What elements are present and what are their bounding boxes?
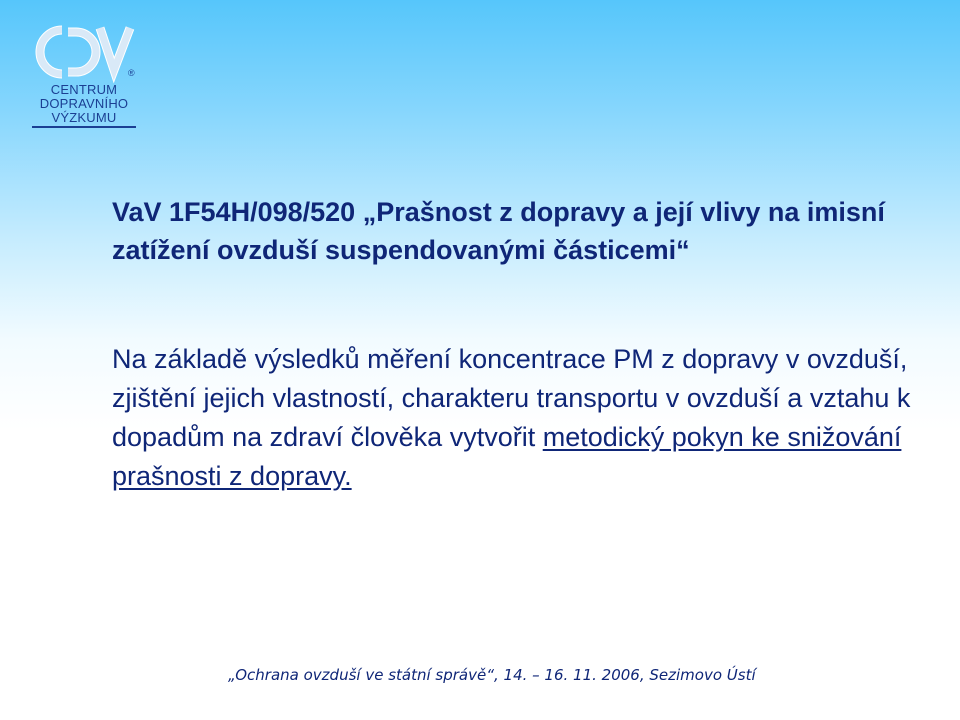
footer-event: „Ochrana ovzduší ve státní správě“, 14. – 16. 11. 2006, Sezimovo Ústí <box>228 666 756 684</box>
logo-text <box>28 83 140 125</box>
cdv-logo <box>28 20 148 130</box>
body-link[interactable]: metodický pokyn ke snižování prašnosti z dopravy. <box>112 422 902 491</box>
logo-line-1: CENTRUM <box>50 82 118 97</box>
logo-line-3: VÝZKUMU <box>51 110 117 125</box>
registered-mark: ® <box>128 68 135 78</box>
title-main: „Prašnost z dopravy a její vlivy na imisní zatížení ovzduší suspendovanými částicemi“ <box>112 197 885 265</box>
slide-title <box>112 193 912 269</box>
body-paragraph <box>112 340 912 496</box>
logo-line-2: DOPRAVNÍHO <box>39 96 129 111</box>
logo-underline <box>32 126 136 128</box>
cdv-logo-mark-icon <box>28 20 148 90</box>
body-text: Na základě výsledků měření koncentrace PM z dopravy v ovzduší, zjištění jejich vlastností, charakteru transportu v ovzduší a vztahu k dopadům na zdraví člověka vytvořit <box>112 344 911 452</box>
title-prefix: VaV 1F54H/098/520 <box>112 197 363 227</box>
